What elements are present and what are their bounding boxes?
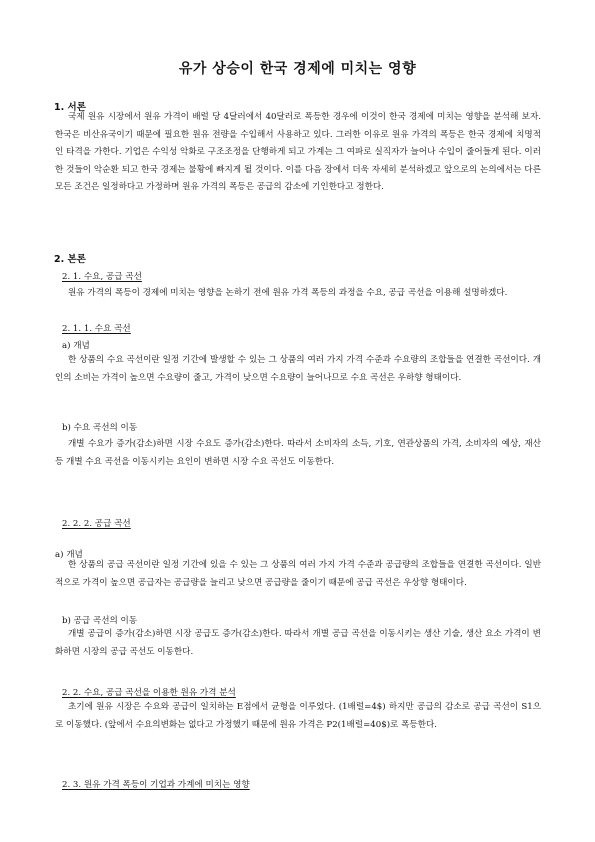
section-2-2-2-title: 2. 2. 2. 공급 곡선: [62, 519, 131, 529]
demand-shift-label: b) 수요 곡선의 이동: [62, 423, 138, 433]
section-2-2-paragraph: 초기에 원유 시장은 수요와 공급이 일치하는 E점에서 균형을 이루었다. (1배럴=4$) 하지만 공급의 감소로 공급 곡선이 S1으로 이동했다. (앞에서 수요의변화는 없다고 가정했기 때문에 원유 가격은 P2(1배럴=40$)로 폭등한다.: [55, 702, 541, 730]
demand-shift-paragraph: 개별 수요가 증가(감소)하면 시장 수요도 증가(감소)한다. 따라서 소비자의 소득, 기호, 연관상품의 가격, 소비자의 예상, 재산 등 개별 수요 곡선을 이동시키는 요인이 변하면 시장 수요 곡선도 이동한다.: [55, 439, 541, 467]
supply-concept-paragraph: 한 상품의 공급 곡선이란 일정 기간에 있을 수 있는 그 상품의 여러 가지 가격 수준과 공급량의 조합들을 연결한 곡선이다. 일반적으로 가격이 높으면 공급자는 공급량을 늘리고 낮으면 공급량을 줄이기 때문에 공급 곡선은 우상향 형태이다.: [55, 560, 541, 588]
intro-paragraph: 국제 원유 시장에서 원유 가격이 배럴 당 4달러에서 40달러로 폭등한 경우에 이것이 한국 경제에 미치는 영향을 분석해 보자. 한국은 비산유국이기 때문에 필요한 원유 전량을 수입해서 사용하고 있다. 그러한 이유로 원유 가격의 폭등은 한국 경제에 치명적인 타격을 가한다. 기업은 수익성 악화로 구조조정을 단행하게 되고 가계는 그 여파로 실직자가 늘어나 수입이 줄어들게 된다. 이러한 것들이 악순환 되고 한국 경제는 불황에 빠지게 될 것이다. 이를 다음 장에서 더욱 자세히 분석하겠고 앞으로의 논의에서는 다른 모든 조건은 일정하다고 가정하며 원유 가격의 폭등은 공급의 감소에 기인한다고 정한다.: [55, 112, 541, 193]
demand-concept-label: a) 개념: [62, 341, 90, 351]
body-heading: 2. 본론: [54, 254, 86, 265]
section-2-2-title: 2. 2. 수요, 공급 곡선을 이용한 원유 가격 분석: [62, 688, 236, 698]
section-2-1-1-title: 2. 1. 1. 수요 곡선: [62, 324, 131, 334]
section-2-3-title: 2. 3. 원유 가격 폭등이 기업과 가계에 미치는 영향: [62, 780, 250, 790]
supply-shift-paragraph: 개별 공급이 증가(감소)하면 시장 공급도 증가(감소)한다. 따라서 개별 공급 곡선을 이동시키는 생산 기술, 생산 요소 가격이 변화하면 시장의 공급 곡선도 이동한다.: [55, 629, 541, 657]
supply-shift-label: b) 공급 곡선의 이동: [62, 616, 138, 626]
demand-concept-paragraph: 한 상품의 수요 곡선이란 일정 기간에 발생할 수 있는 그 상품의 여러 가지 가격 수준과 수요량의 조합들을 연결한 곡선이다. 개인의 소비는 가격이 높으면 수요량이 줄고, 가격이 낮으면 수요량이 늘어나므로 수요 곡선은 우하향 형태이다.: [55, 355, 541, 383]
intro-heading: 1. 서론: [54, 102, 86, 113]
section-2-1-title: 2. 1. 수요, 공급 곡선: [62, 272, 142, 282]
document-title: 유가 상승이 한국 경제에 미치는 영향: [178, 61, 417, 77]
section-2-1-paragraph: 원유 가격의 폭등이 경제에 미치는 영향을 논하기 전에 원유 가격 폭등의 과정을 수요, 공급 곡선을 이용해 설명하겠다.: [68, 288, 508, 298]
supply-concept-label: a) 개념: [55, 550, 83, 560]
